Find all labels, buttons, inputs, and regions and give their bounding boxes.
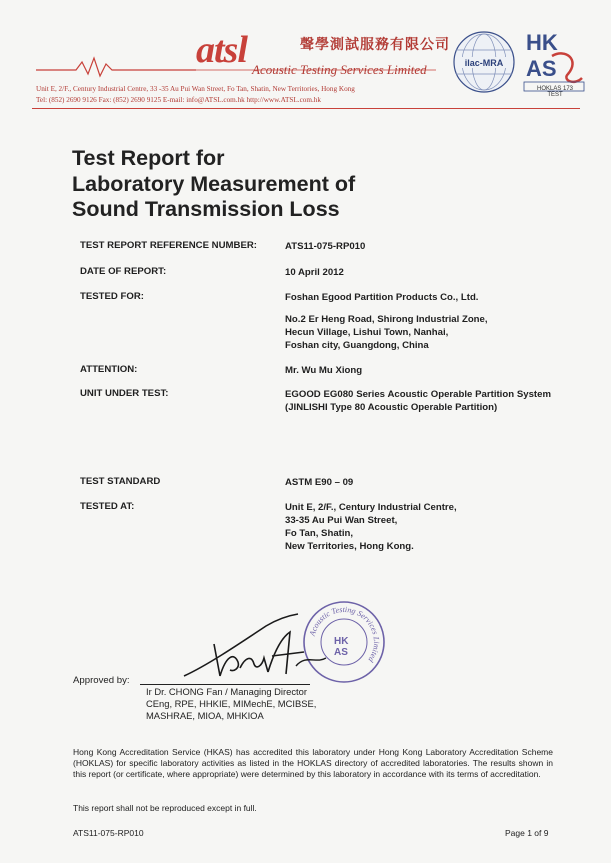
tested-for-value: Foshan Egood Partition Products Co., Ltd. [285,292,479,303]
svg-text:HK: HK [526,30,558,55]
tested-at-label: TESTED AT: [80,501,135,512]
ref-label: TEST REPORT REFERENCE NUMBER: [80,240,257,251]
standard-value: ASTM E90 – 09 [285,477,354,488]
footer-page-number: Page 1 of 9 [505,828,549,838]
signature-line [140,684,310,685]
letterhead-divider [32,108,580,109]
standard-label: TEST STANDARD [80,476,161,487]
report-title: Test Report for Laboratory Measurement of Sound Transmission Loss [72,146,356,221]
attention-label: ATTENTION: [80,364,138,375]
svg-text:HK: HK [334,636,349,647]
hoklas-registration: HOKLAS 173 TEST [536,86,574,98]
svg-text:AS: AS [526,56,557,81]
tested-for-label: TESTED FOR: [80,291,144,302]
unit-value: EGOOD EG080 Series Acoustic Operable Partition System (JINLISHI Type 80 Acoustic Operable Partition) [285,389,551,413]
reproduction-notice: This report shall not be reproduced except in full. [73,803,257,813]
signer-details: Ir Dr. CHONG Fan / Managing Director CEng, RPE, HHKIE, MIMechE, MCIBSE, MASHRAE, MIOA, MHKIOA [146,686,317,721]
accreditation-statement: Hong Kong Accreditation Service (HKAS) has accredited this laboratory under Hong Kong Laboratory Accreditation Scheme (HOKLAS) for specific laboratory activities as listed in the HOKLAS directory of accredited laboratories. The results shown in this report (or certificate, where appropriate) were determined by this laboratory in accordance with its terms of accreditation. [73,747,553,779]
approved-by-label: Approved by: [73,675,130,686]
unit-label: UNIT UNDER TEST: [80,388,169,399]
svg-text:AS: AS [334,647,348,658]
attention-value: Mr. Wu Mu Xiong [285,365,363,376]
company-chinese-name: 聲學測試服務有限公司 [300,37,450,53]
company-address: Unit E, 2/F., Century Industrial Centre, 33 -35 Au Pui Wan Street, Fo Tan, Shatin, New Territories, Hong Kong [36,85,355,93]
signature-icon [176,606,336,686]
ilac-mra-logo-icon [452,30,516,94]
date-value: 10 April 2012 [285,267,344,278]
client-address: No.2 Er Heng Road, Shirong Industrial Zone, Hecun Village, Lishui Town, Nanhai, Foshan city, Guangdong, China [285,314,488,351]
company-english-name: Acoustic Testing Services Limited [252,62,427,77]
date-label: DATE OF REPORT: [80,266,167,277]
ref-value: ATS11-075-RP010 [285,241,366,252]
tested-at-value: Unit E, 2/F., Century Industrial Centre, 33-35 Au Pui Wan Street, Fo Tan, Shatin, New Territories, Hong Kong. [285,502,457,552]
company-contact: Tel: (852) 2690 9126 Fax: (852) 2690 9125 E-mail: info@ATSL.com.hk http://www.ATSL.com.hk [36,96,321,104]
company-logo: atsl [196,29,247,71]
ilac-text: ilac-MRA [464,58,504,68]
footer-report-ref: ATS11-075-RP010 [73,828,144,838]
svg-text:Acoustic Testing Services Limi: Acoustic Testing Services Limited [307,604,382,664]
